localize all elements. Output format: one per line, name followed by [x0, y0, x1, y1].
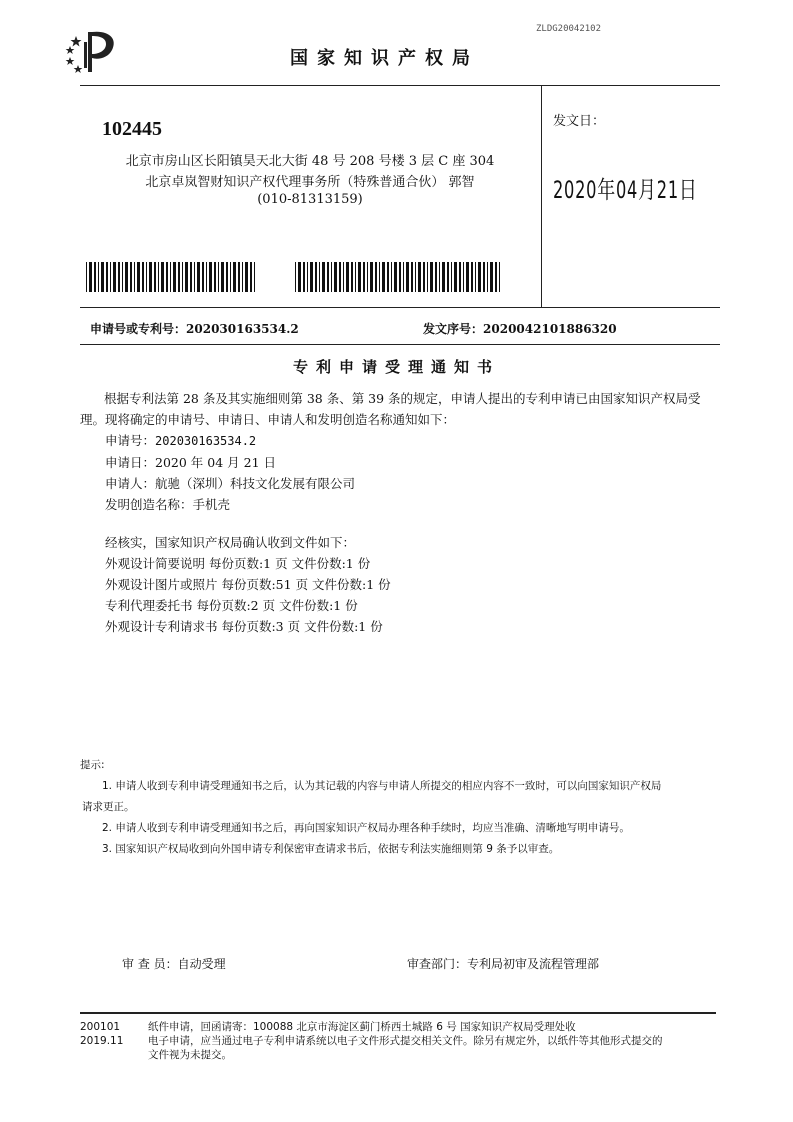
dispatch-date-label: 发文日： — [553, 114, 606, 129]
field-value: 2020 年 04 月 21 日 — [155, 455, 277, 470]
field-invention-title — [105, 494, 355, 515]
header-bottom-rule — [80, 307, 720, 308]
application-number-line — [90, 320, 299, 337]
tip-item: 2. 申请人收到专利申请受理通知书之后，再向国家知识产权局办理各种手续时，均应当准确、清晰地写明申请号。 — [102, 822, 630, 834]
barcode-right — [295, 262, 503, 292]
barcode-left — [86, 262, 258, 292]
document-item: 外观设计简要说明 每份页数:1 页 文件份数:1 份 — [105, 556, 371, 571]
footer-code-2: 2019.11 — [80, 1035, 124, 1047]
notice-title: 专利申请受理通知书 — [292, 358, 500, 376]
document-code: ZLDG20042102 — [536, 24, 602, 34]
dispatch-date: 2020年04月21日 — [553, 176, 698, 204]
application-number-label: 申请号或专利号： — [90, 322, 187, 336]
numbers-rule — [80, 344, 720, 345]
document-item: 专利代理委托书 每份页数:2 页 文件份数:1 份 — [105, 598, 358, 613]
tips-label: 提示: — [80, 759, 105, 771]
field-label: 申请号： — [105, 433, 156, 448]
send-number-line — [423, 320, 617, 337]
field-application-date — [105, 452, 355, 473]
application-number-value: 202030163534.2 — [186, 322, 299, 336]
send-number-label: 发文序号： — [423, 322, 484, 336]
footer-text — [148, 1020, 723, 1062]
header-top-rule — [80, 85, 720, 86]
org-title: 国家知识产权局 — [290, 48, 479, 69]
send-number-value: 2020042101886320 — [483, 322, 617, 336]
field-value: 航驰（深圳）科技文化发展有限公司 — [155, 476, 356, 491]
footer-line: 电子申请，应当通过电子专利申请系统以电子文件形式提交相关文件。除另有规定外，以纸件等其他形式提交的 — [148, 1035, 663, 1047]
field-label: 申请日： — [105, 455, 156, 470]
documents-section — [105, 532, 391, 637]
postcode: 102445 — [102, 118, 162, 140]
fields-list — [105, 430, 355, 515]
tip-item: 1. 申请人收到专利申请受理通知书之后，认为其记载的内容与申请人所提交的相应内容不一致时，可以向国家知识产权局 — [102, 780, 662, 792]
field-application-number — [105, 430, 355, 452]
field-label: 申请人： — [105, 476, 156, 491]
addressee-agency: 北京卓岚智财知识产权代理事务所（特殊普通合伙） 郭智 — [145, 175, 475, 190]
field-applicant — [105, 473, 355, 494]
tip-item-continuation: 请求更正。 — [82, 801, 135, 813]
addressee-phone: (010-81313159) — [257, 192, 363, 207]
field-value: 202030163534.2 — [155, 434, 257, 448]
field-value: 手机壳 — [192, 497, 231, 512]
addressee-address: 北京市房山区长阳镇昊天北大街 48 号 208 号楼 3 层 C 座 304 — [125, 154, 495, 169]
notice-intro: 根据专利法第 28 条及其实施细则第 38 条、第 39 条的规定，申请人提出的专利申请已由国家知识产权局受理。现将确定的申请号、申请日、申请人和发明创造名称通知如下： — [80, 391, 701, 427]
footer-line: 纸件申请，回函请寄：100088 北京市海淀区蓟门桥西土城路 6 号 国家知识产权局受理处收 — [148, 1021, 576, 1033]
documents-intro: 经核实，国家知识产权局确认收到文件如下： — [105, 535, 356, 550]
footer-code-1: 200101 — [80, 1021, 121, 1033]
document-item: 外观设计专利请求书 每份页数:3 页 文件份数:1 份 — [105, 619, 383, 634]
cnipa-logo-icon — [62, 28, 124, 74]
header-divider — [541, 85, 542, 307]
examiner: 审 查 员：自动受理 — [122, 957, 226, 971]
footer-rule — [80, 1012, 716, 1014]
examining-department: 审查部门：专利局初审及流程管理部 — [407, 957, 600, 971]
tips-list — [82, 776, 722, 860]
field-label: 发明创造名称： — [105, 497, 193, 512]
document-item: 外观设计图片或照片 每份页数:51 页 文件份数:1 份 — [105, 577, 391, 592]
tip-item: 3. 国家知识产权局收到向外国申请专利保密审查请求书后，依据专利法实施细则第 9 条予以审查。 — [102, 843, 560, 855]
footer-line: 文件视为未提交。 — [148, 1049, 232, 1061]
